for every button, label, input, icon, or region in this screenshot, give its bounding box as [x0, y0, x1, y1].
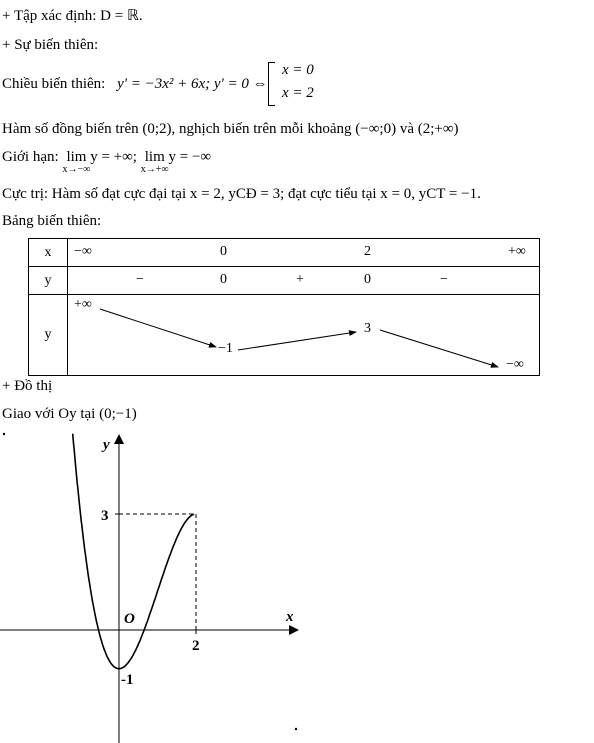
origin-label: O — [124, 611, 135, 627]
domain-line: + Tập xác định: D = ℝ. — [2, 8, 143, 24]
derivative-eq: y' = −3x² + 6x; y' = 0 ⇔ — [117, 76, 268, 92]
case-x2: x = 2 — [282, 85, 314, 101]
limits-label: Giới hạn: — [2, 149, 59, 165]
variation-table — [28, 238, 540, 376]
y-neg-inf: −∞ — [506, 357, 524, 373]
direction-label: Chiều biến thiên: — [2, 76, 106, 92]
cubic-curve — [73, 434, 194, 669]
dy-zero-1: 0 — [220, 272, 227, 288]
limit-pos-inf-sub: x→+∞ — [140, 164, 169, 175]
table-heading: Bảng biến thiên: — [2, 213, 102, 229]
dy-sign-3: − — [440, 272, 448, 288]
row-dy-values — [68, 267, 540, 295]
x-zero: 0 — [220, 244, 227, 259]
y-max: 3 — [364, 321, 371, 337]
row-dy-label: y — [29, 267, 68, 295]
dy-zero-2: 0 — [364, 272, 371, 288]
x-neg-inf: −∞ — [74, 244, 92, 259]
y-min: −1 — [218, 341, 233, 357]
extrema-line: Cực trị: Hàm số đạt cực đại tại x = 2, yCĐ = 3; đạt cực tiểu tại x = 0, yCT = −1. — [2, 186, 481, 202]
graph-heading: + Đồ thị — [2, 378, 53, 394]
arrow-up — [238, 332, 356, 350]
limits-line — [2, 149, 212, 175]
row-x-values — [68, 239, 540, 267]
variation-arrows — [68, 295, 540, 375]
solution-bracket — [268, 60, 328, 106]
dy-sign-1: − — [136, 272, 144, 288]
intercept-line: Giao với Oy tại (0;−1) — [2, 406, 137, 422]
x-pos-inf: +∞ — [508, 244, 526, 259]
variation-heading: + Sự biến thiên: — [2, 37, 99, 53]
function-graph — [0, 423, 330, 743]
limit-neg-inf: lim y = +∞; — [66, 149, 137, 165]
y-pos-inf: +∞ — [74, 297, 92, 313]
y-axis-label: y — [103, 437, 110, 453]
tick-label-x2: 2 — [192, 638, 200, 654]
table-row-derivative — [29, 267, 540, 295]
case-x0: x = 0 — [282, 62, 314, 78]
arrow-down-2 — [380, 330, 498, 367]
x-two: 2 — [364, 244, 371, 259]
row-y-label: y — [29, 295, 68, 376]
limit-pos-inf: lim y = −∞ — [144, 149, 212, 165]
limit-neg-inf-sub: x→−∞ — [62, 164, 91, 175]
row-y-values — [68, 295, 540, 376]
row-x-label: x — [29, 239, 68, 267]
x-axis-label: x — [286, 609, 294, 625]
table-row-x — [29, 239, 540, 267]
tick-label-ymin: -1 — [121, 672, 134, 688]
monotonic-line: Hàm số đồng biến trên (0;2), nghịch biến trên mỗi khoảng (−∞;0) và (2;+∞) — [2, 121, 459, 137]
arrow-down-1 — [100, 309, 216, 347]
direction-line — [2, 76, 268, 93]
dy-sign-2: + — [296, 272, 304, 288]
tick-label-y3: 3 — [101, 508, 109, 524]
table-row-y — [29, 295, 540, 376]
